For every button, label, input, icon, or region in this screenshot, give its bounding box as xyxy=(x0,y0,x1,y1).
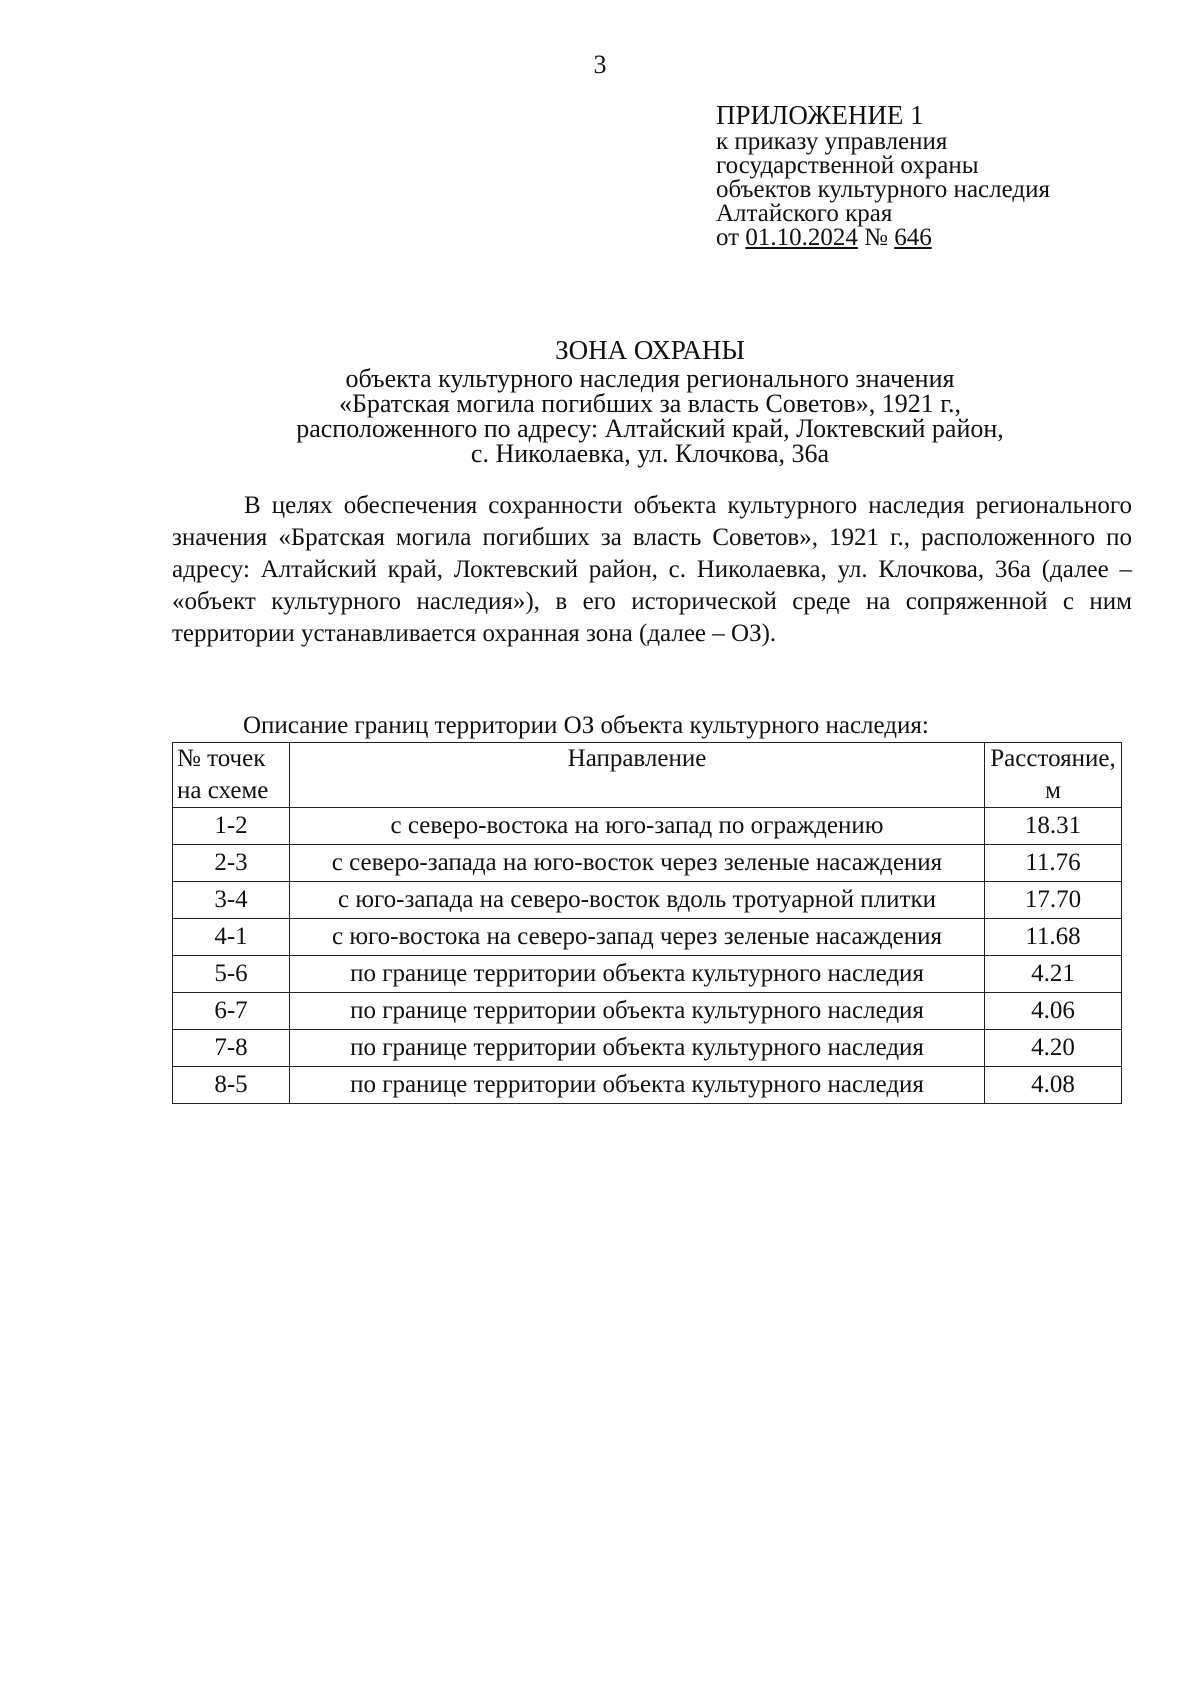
cell-direction: по границе территории объекта культурного наследия xyxy=(290,956,985,993)
heading-line: объекта культурного наследия регионального значения xyxy=(345,364,955,393)
cell-points: 8-5 xyxy=(173,1067,290,1104)
cell-direction: по границе территории объекта культурного наследия xyxy=(290,1067,985,1104)
cell-distance: 4.21 xyxy=(985,956,1122,993)
cell-direction: с юго-запада на северо-восток вдоль тротуарной плитки xyxy=(290,882,985,919)
document-heading xyxy=(150,334,1150,466)
cell-distance: 18.31 xyxy=(985,808,1122,845)
table-row xyxy=(173,882,1122,919)
cell-direction: по границе территории объекта культурного наследия xyxy=(290,993,985,1030)
table-row xyxy=(173,919,1122,956)
cell-direction: с юго-востока на северо-запад через зеленые насаждения xyxy=(290,919,985,956)
table-caption: Описание границ территории ОЗ объекта культурного наследия: xyxy=(243,712,929,739)
header-points-line2: на схеме xyxy=(177,777,269,804)
cell-direction: по границе территории объекта культурного наследия xyxy=(290,1030,985,1067)
table-row xyxy=(173,993,1122,1030)
heading-line: «Братская могила погибших за власть Советов», 1921 г., xyxy=(338,389,961,418)
page-number: 3 xyxy=(593,50,607,79)
header-distance xyxy=(985,743,1122,808)
appendix-line: государственной охраны xyxy=(716,152,979,179)
cell-points: 6-7 xyxy=(173,993,290,1030)
heading-title: ЗОНА ОХРАНЫ xyxy=(555,335,745,365)
appendix-line: к приказу управления xyxy=(716,128,948,155)
header-distance-line1: Расстояние, xyxy=(990,745,1116,772)
boundary-table xyxy=(172,742,1122,1104)
cell-points: 7-8 xyxy=(173,1030,290,1067)
number-sign: № xyxy=(864,224,888,251)
header-points xyxy=(173,743,290,808)
heading-line: расположенного по адресу: Алтайский край, Локтевский район, xyxy=(296,414,1004,443)
order-number: 646 xyxy=(894,224,932,251)
order-date: 01.10.2024 xyxy=(745,224,858,251)
table-row xyxy=(173,956,1122,993)
heading-line: с. Николаевка, ул. Клочкова, 36а xyxy=(470,439,830,468)
header-direction: Направление xyxy=(290,743,985,808)
body-paragraph: В целях обеспечения сохранности объекта культурного наследия регионального значения «Братская могила погибших за власть Советов», 1921 г., расположенного по адресу: Алтайский край, Локтевский район, с. Николаевка, ул. Клочкова, 36а (далее – «объект культурного наследия»), в его исторической среде на сопряженной с ним территории устанавливается охранная зона (далее – ОЗ). xyxy=(172,492,1132,647)
table-row xyxy=(173,845,1122,882)
table-header-row xyxy=(173,743,1122,808)
cell-distance: 11.76 xyxy=(985,845,1122,882)
appendix-line: объектов культурного наследия xyxy=(716,176,1050,203)
cell-points: 5-6 xyxy=(173,956,290,993)
order-date-line xyxy=(716,226,1050,250)
header-points-line1: № точек xyxy=(177,745,266,772)
date-prefix: от xyxy=(716,224,740,251)
cell-direction: с северо-востока на юго-запад по ограждению xyxy=(290,808,985,845)
table-row xyxy=(173,808,1122,845)
cell-points: 3-4 xyxy=(173,882,290,919)
cell-distance: 4.20 xyxy=(985,1030,1122,1067)
cell-distance: 4.06 xyxy=(985,993,1122,1030)
cell-points: 2-3 xyxy=(173,845,290,882)
cell-points: 4-1 xyxy=(173,919,290,956)
appendix-line: Алтайского края xyxy=(716,200,893,227)
cell-distance: 11.68 xyxy=(985,919,1122,956)
cell-distance: 4.08 xyxy=(985,1067,1122,1104)
cell-points: 1-2 xyxy=(173,808,290,845)
cell-distance: 17.70 xyxy=(985,882,1122,919)
appendix-block xyxy=(716,100,1050,250)
appendix-title: ПРИЛОЖЕНИЕ 1 xyxy=(716,100,924,130)
header-distance-line2: м xyxy=(1045,777,1061,804)
table-row xyxy=(173,1030,1122,1067)
table-row xyxy=(173,1067,1122,1104)
cell-direction: с северо-запада на юго-восток через зеленые насаждения xyxy=(290,845,985,882)
